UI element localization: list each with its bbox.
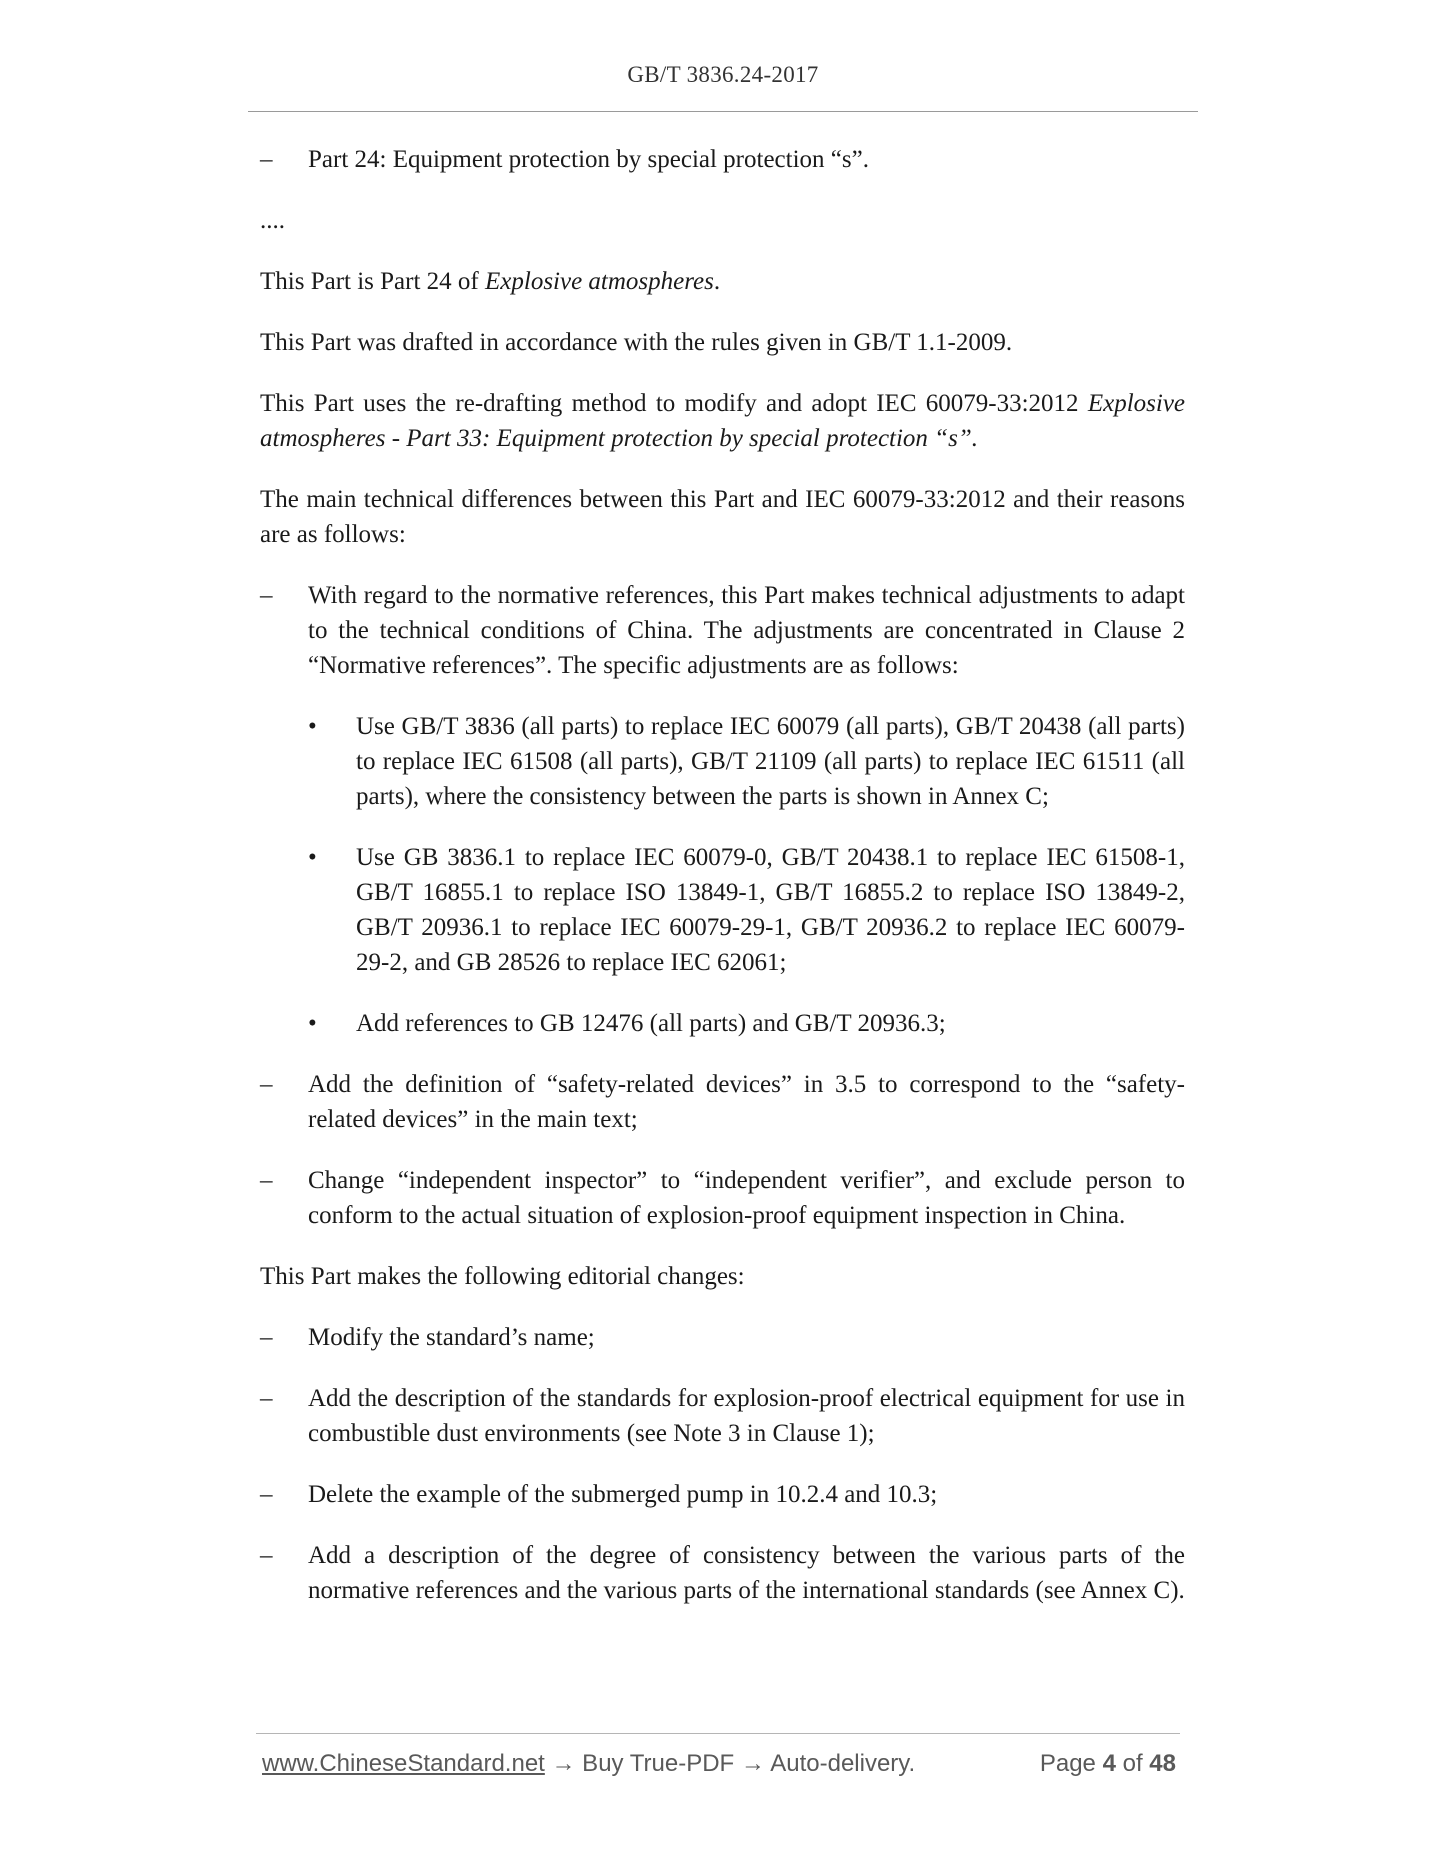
dash-marker: – — [260, 1481, 273, 1508]
bullet-marker: • — [308, 844, 317, 871]
paragraph-text: This Part uses the re-drafting method to modify and adopt IEC 60079-33:2012 — [260, 390, 1079, 417]
dash-marker: – — [260, 146, 273, 173]
list-item-dust — [260, 1381, 1185, 1451]
adopted-standard-title: Explosive atmospheres - Part 33: Equipment protection by special protection “s”. — [260, 390, 1186, 452]
list-item-text: Add the description of the standards for explosion-proof electrical equipment for use in combustible dust environments (see Note 3 in Clause 1); — [308, 1385, 1185, 1447]
document-header-title: GB/T 3836.24-2017 — [627, 62, 819, 87]
bullet-text: Add references to GB 12476 (all parts) and GB/T 20936.3; — [356, 1010, 946, 1037]
dash-marker: – — [260, 582, 273, 609]
paragraph-redraft — [260, 386, 1185, 456]
page-total: 48 — [1149, 1750, 1176, 1777]
bullet-marker: • — [308, 713, 317, 740]
paragraph-drafted: This Part was drafted in accordance with the rules given in GB/T 1.1-2009. — [260, 329, 1013, 356]
list-item-definition — [260, 1067, 1185, 1137]
list-item-text: Delete the example of the submerged pump in 10.2.4 and 10.3; — [308, 1481, 938, 1508]
list-item-inspector — [260, 1163, 1185, 1233]
list-item-text: Modify the standard’s name; — [308, 1324, 595, 1351]
dash-marker: – — [260, 1542, 273, 1569]
list-item-normative — [260, 578, 1185, 683]
page-footer — [262, 1750, 1180, 1782]
bullet-item-2 — [260, 840, 1185, 980]
series-title: Explosive atmospheres — [485, 268, 714, 295]
page-body — [260, 142, 1185, 1634]
paragraph-editorial: This Part makes the following editorial changes: — [260, 1263, 745, 1290]
list-item-text: Part 24: Equipment protection by special protection “s”. — [308, 146, 869, 173]
dash-marker: – — [260, 1324, 273, 1351]
page-current: 4 — [1102, 1750, 1116, 1777]
list-item-pump — [260, 1477, 1185, 1512]
footer-divider — [256, 1733, 1180, 1734]
bullet-item-3 — [260, 1006, 1185, 1041]
list-item-text: With regard to the normative references, this Part makes technical adjustments to adapt to the technical conditions of China. The adjustments are concentrated in Clause 2 “Normative references”. The specific adjustments are as follows: — [308, 582, 1185, 679]
dash-marker: – — [260, 1385, 273, 1412]
website-link[interactable]: www.ChineseStandard.net — [262, 1750, 545, 1777]
list-item-text: Add the definition of “safety-related devices” in 3.5 to correspond to the “safety-related devices” in the main text; — [308, 1071, 1185, 1133]
list-item-text: Add a description of the degree of consistency between the various parts of the normative references and the various parts of the international standards (see Annex C). — [308, 1542, 1185, 1604]
footer-promo-text: → Buy True-PDF → Auto-delivery. — [544, 1750, 916, 1777]
list-item-consistency — [260, 1538, 1185, 1608]
bullet-text: Use GB/T 3836 (all parts) to replace IEC 60079 (all parts), GB/T 20438 (all parts) to replace IEC 61508 (all parts), GB/T 21109 (all parts) to replace IEC 61511 (all parts), where the consistency between the parts is shown in Annex C; — [356, 713, 1185, 810]
dash-marker: – — [260, 1167, 273, 1194]
page-number — [1040, 1750, 1176, 1778]
dash-marker: – — [260, 1071, 273, 1098]
page-word: Page — [1039, 1750, 1096, 1777]
list-item-name — [260, 1320, 1185, 1355]
bullet-marker: • — [308, 1010, 317, 1037]
list-item-part24 — [260, 142, 1185, 177]
page-of: of — [1122, 1750, 1143, 1777]
paragraph-differences: The main technical differences between this Part and IEC 60079-33:2012 and their reasons are as follows: — [260, 486, 1185, 548]
paragraph-text: . — [713, 268, 721, 295]
ellipsis: .... — [260, 207, 285, 234]
list-item-text: Change “independent inspector” to “independent verifier”, and exclude person to conform to the actual situation of explosion-proof equipment inspection in China. — [308, 1167, 1185, 1229]
paragraph-text: This Part is Part 24 of — [260, 268, 485, 295]
paragraph-part24 — [260, 264, 1185, 299]
header-divider — [248, 111, 1198, 112]
bullet-item-1 — [260, 709, 1185, 814]
bullet-text: Use GB 3836.1 to replace IEC 60079-0, GB/T 20438.1 to replace IEC 61508-1, GB/T 16855.1 to replace ISO 13849-1, GB/T 16855.2 to replace ISO 13849-2, GB/T 20936.1 to replace IEC 60079-29-1, GB/T 20936.2 to replace IEC 60079-29-2, and GB 28526 to replace IEC 62061; — [356, 844, 1185, 976]
footer-promo — [262, 1750, 915, 1778]
